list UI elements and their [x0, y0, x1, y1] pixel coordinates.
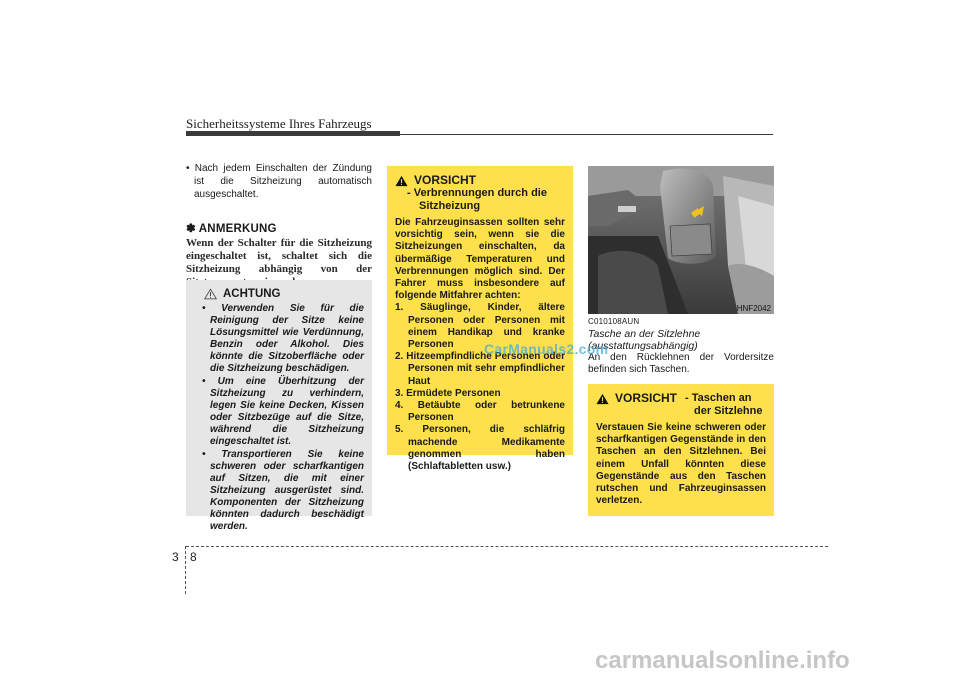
- vorsicht-title: VORSICHT: [615, 391, 678, 405]
- vorsicht-subtitle-cont: der Sitzlehne: [694, 405, 763, 417]
- note-heading: ✽ ANMERKUNG: [186, 223, 277, 235]
- warning-triangle-icon: [596, 393, 609, 405]
- achtung-box: [186, 280, 372, 532]
- vorsicht-subtitle-cont: Sitzheizung: [419, 200, 481, 212]
- vorsicht-pocket-box: [588, 384, 774, 516]
- footer-vertical-rule: [185, 546, 186, 594]
- vorsicht-list: [395, 302, 565, 473]
- ignition-bullet: • Nach jedem Einschalten der Zündung ist die Sitzheizung automatisch ausgeschaltet.: [186, 163, 372, 200]
- list-item: • Transportieren Sie keine schweren oder scharfkantigen auf Sitzen, die mit einer Sitzheizung ausgerüstet sind. Komponenten der Sitzheizung könnten dadurch beschädigt werden.: [202, 449, 364, 532]
- vorsicht-subtitle: - Taschen an: [685, 392, 752, 404]
- list-item: 1. Säuglinge, Kinder, ältere Personen oder Personen mit einem Handikap und kranke Personen: [395, 302, 565, 351]
- vorsicht-body: Verstauen Sie keine schweren oder scharfkantigen Gegenstände in den Taschen an den Sitzlehnen. Bei einem Unfall könnten diese Gegenstände aus den Taschen rutschen und Fahrzeuginsassen verletzen.: [596, 422, 766, 507]
- right-column: [588, 317, 774, 376]
- caption-body: An den Rücklehnen der Vordersitze befinden sich Taschen.: [588, 352, 774, 375]
- warning-triangle-icon: [204, 288, 217, 300]
- list-item: 5. Personen, die schläfrig machende Medikamente genommen haben (Schlaftabletten usw.): [395, 424, 565, 473]
- header-rule: [186, 134, 773, 135]
- list-item: 2. Hitzeempfindliche Personen oder Personen mit sehr empfindlicher Haut: [395, 351, 565, 387]
- achtung-title: ACHTUNG: [223, 288, 281, 300]
- watermark-mid: CarManuals2.com: [484, 341, 609, 357]
- left-column: [186, 162, 372, 289]
- reference-code: C010108AUN: [588, 317, 640, 326]
- achtung-list: [194, 303, 364, 533]
- watermark-bottom[interactable]: carmanualsonline.info: [595, 647, 850, 674]
- chapter-number: 3: [172, 550, 179, 564]
- vorsicht-subtitle: - Verbrennungen durch die: [407, 187, 547, 199]
- list-item: 4. Betäubte oder betrunkene Personen: [395, 400, 565, 424]
- seat-pocket-photo: [588, 166, 774, 314]
- photo-label: HNF2042: [736, 304, 771, 313]
- warning-triangle-icon: [395, 175, 408, 187]
- vorsicht-burns-box: [387, 166, 573, 473]
- car-interior-illustration: [588, 166, 774, 314]
- note-body: Wenn der Schalter für die Sitzheizung eingeschaltet ist, schaltet sich die Sitzheizung abhängig von der: [186, 237, 372, 275]
- section-title: Sicherheitssysteme Ihres Fahrzeugs: [186, 116, 372, 131]
- vorsicht-body: Die Fahrzeuginsassen sollten sehr vorsichtig sein, wenn sie die Sitzheizungen einschalten, da übermäßige Temperaturen und Verbrennungen möglich sind. Der Fahrer muss insbesondere auf folgende Mitfahrer achten:: [395, 217, 565, 302]
- list-item: 3. Ermüdete Personen: [395, 387, 501, 399]
- list-item: • Verwenden Sie für die Reinigung der Sitze keine Lösungsmittel wie Verdünnung, Benzin oder Alkohol. Dies könnte die Sitzoberfläche oder die Sitzheizung beschädigen.: [202, 303, 364, 374]
- footer-rule: [186, 546, 828, 547]
- caption-title: Tasche an der Sitzlehne (ausstattungsabhängig): [588, 328, 701, 352]
- vorsicht-title: VORSICHT: [414, 173, 477, 187]
- page-number: 8: [190, 550, 197, 564]
- list-item: • Um eine Überhitzung der Sitzheizung zu verhindern, legen Sie keine Decken, Kissen oder Sitzbezüge auf die Sitze, während die Sitzheizung eingeschaltet ist.: [202, 376, 364, 447]
